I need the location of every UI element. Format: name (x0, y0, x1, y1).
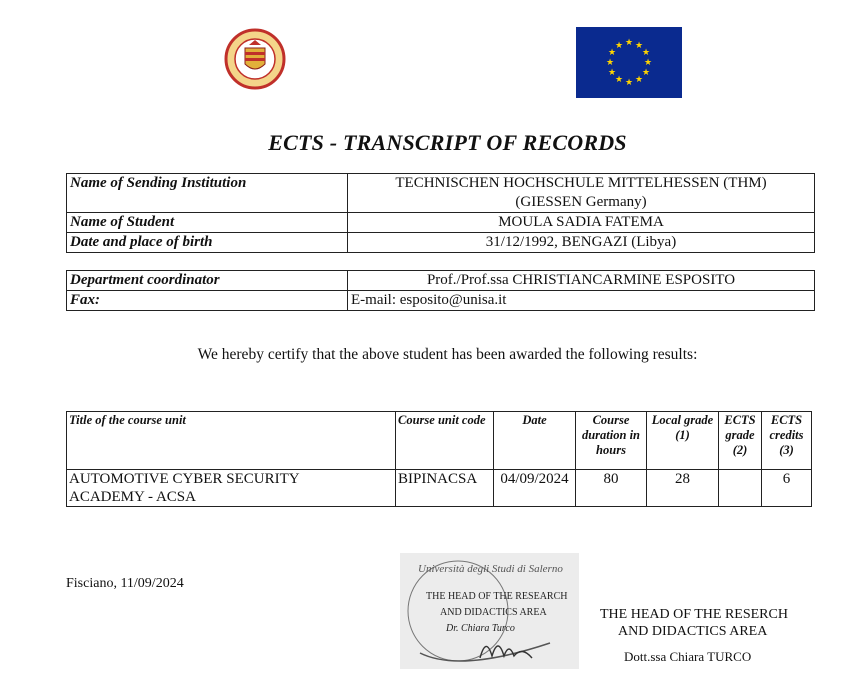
table-row (67, 233, 815, 253)
table-row (67, 470, 812, 507)
table-row (67, 271, 815, 291)
student-name-value: MOULA SADIA FATEMA (348, 213, 815, 233)
svg-text:★: ★ (643, 58, 653, 68)
coordinator-table (66, 270, 815, 311)
col-header-code: Course unit code (396, 412, 494, 470)
svg-text:★: ★ (607, 68, 617, 78)
birth-label: Date and place of birth (67, 233, 348, 253)
coordinator-label: Department coordinator (67, 271, 348, 291)
stamp-line-2: AND DIDACTICS AREA (440, 607, 547, 618)
fax-label: Fax: (67, 291, 348, 311)
signatory-name: Dott.ssa Chiara TURCO (624, 649, 752, 664)
course-duration-cell: 80 (576, 470, 647, 507)
table-row (67, 213, 815, 233)
col-header-local-grade: Local grade (1) (647, 412, 719, 470)
student-name-label: Name of Student (67, 213, 348, 233)
local-grade-cell: 28 (647, 470, 719, 507)
student-info-table (66, 173, 815, 253)
svg-text:★: ★ (641, 48, 651, 58)
birth-value: 31/12/1992, BENGAZI (Libya) (348, 233, 815, 253)
ects-credits-cell: 6 (762, 470, 812, 507)
table-row (67, 174, 815, 213)
coordinator-value: Prof./Prof.ssa CHRISTIANCARMINE ESPOSITO (348, 271, 815, 291)
sending-institution-value: TECHNISCHEN HOCHSCHULE MITTELHESSEN (THM) (GIESSEN Germany) (348, 174, 815, 213)
university-seal-logo (219, 28, 291, 90)
col-header-title: Title of the course unit (67, 412, 396, 470)
signatory-title-line1: THE HEAD OF THE RESERCH (600, 607, 788, 622)
table-row (67, 291, 815, 311)
sending-institution-label: Name of Sending Institution (67, 174, 348, 213)
svg-text:★: ★ (624, 38, 634, 48)
col-header-ects-grade: ECTS grade (2) (719, 412, 762, 470)
certification-statement: We hereby certify that the above student has been awarded the following results: (197, 346, 698, 363)
ects-grade-cell (719, 470, 762, 507)
email-value: E-mail: esposito@unisa.it (348, 291, 815, 311)
col-header-ects-credits: ECTS credits (3) (762, 412, 812, 470)
course-code-cell: BIPINACSA (396, 470, 494, 507)
svg-text:★: ★ (634, 41, 644, 51)
document-title: ECTS - TRANSCRIPT OF RECORDS (268, 130, 627, 155)
svg-text:★: ★ (634, 75, 644, 85)
svg-text:★: ★ (624, 78, 634, 88)
col-header-duration: Course duration in hours (576, 412, 647, 470)
eu-flag-icon (576, 27, 682, 98)
col-header-date: Date (494, 412, 576, 470)
svg-text:★: ★ (607, 48, 617, 58)
svg-text:★: ★ (605, 58, 615, 68)
signatory-title-line2: AND DIDACTICS AREA (618, 624, 768, 639)
place-and-date: Fisciano, 11/09/2024 (66, 576, 184, 591)
course-title-cell: AUTOMOTIVE CYBER SECURITY ACADEMY - ACSA (67, 470, 396, 507)
stamp-university-text: Università degli Studi di Salerno (418, 563, 563, 575)
svg-text:★: ★ (641, 68, 651, 78)
stamp-line-3: Dr. Chiara Turco (446, 623, 515, 634)
signatory-block (600, 606, 800, 665)
stamp-line-1: THE HEAD OF THE RESEARCH (426, 591, 568, 602)
table-header-row (67, 412, 812, 470)
svg-text:★: ★ (614, 41, 624, 51)
results-table (66, 411, 812, 507)
course-date-cell: 04/09/2024 (494, 470, 576, 507)
official-stamp (400, 553, 579, 669)
svg-text:★: ★ (614, 75, 624, 85)
